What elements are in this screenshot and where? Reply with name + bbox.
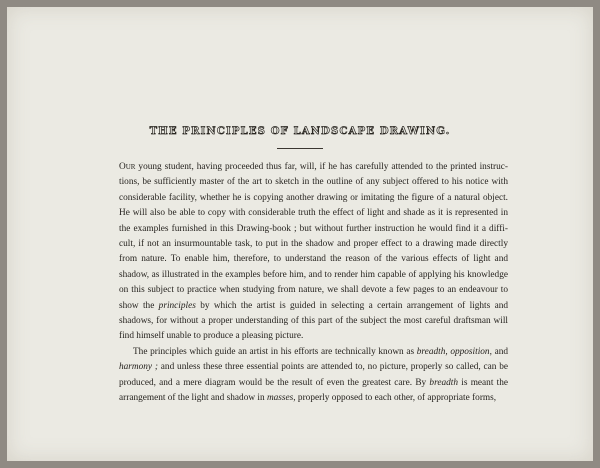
text-line: He will also be able to copy with considerable truth the effect of light and shade as it is represented in [119, 208, 508, 219]
emphasis: breadth, opposition, [416, 346, 492, 357]
title-divider [277, 148, 323, 149]
text-line: find himself unable to produce a pleasing picture. [119, 331, 304, 342]
text-fragment: properly opposed to each other, of appropriate forms, [295, 393, 497, 404]
text-line [119, 376, 508, 391]
text-fragment: and unless these three essential points are attended to, no picture, properly so called, can be [157, 362, 509, 373]
page-title: THE PRINCIPLES OF LANDSCAPE DRAWING. [149, 126, 451, 137]
text-line [119, 345, 508, 360]
emphasis: principles [158, 300, 196, 311]
text-line: the examples furnished in this Drawing-book ; but without further instruction he would find it a diffi- [119, 223, 508, 234]
text-fragment: The principles which guide an artist in his efforts are technically known as [133, 346, 417, 357]
text-fragment: and [491, 346, 508, 357]
body-text [119, 160, 508, 407]
text-line: shadows, for without a proper understanding of this part of the subject the most careful draftsman will [119, 316, 508, 327]
text-fragment: arrangement of the light and shadow in [119, 393, 267, 404]
text-line [119, 360, 508, 375]
text-line [119, 391, 508, 406]
text-line: from nature. To enable him, therefore, to understand the reason of the various effects of light and [119, 254, 508, 265]
text-line [119, 299, 508, 314]
text-line: cult, if not an insurmountable task, to put in the shadow and proper effect to a drawing made directly [119, 239, 508, 250]
drop-word: Our [119, 162, 136, 172]
emphasis: breadth [429, 377, 458, 388]
page-sheet [7, 7, 593, 461]
text-line: shadow, as illustrated in the examples before him, and to render him capable of applying his knowledge [119, 269, 508, 280]
emphasis: masses, [266, 393, 296, 404]
text-fragment: show the [119, 300, 159, 311]
text-line: on this subject to practice when studying from nature, we shall devote a few pages to an endeavour to [119, 285, 508, 296]
text-fragment: young student, having proceeded thus far, will, if he has carefully attended to the printed instruc- [135, 162, 508, 172]
text-line [119, 160, 508, 175]
text-fragment: is meant the [458, 377, 509, 388]
text-fragment: produced, and a mere diagram would be the result of even the greatest care. By [119, 377, 430, 388]
text-line: considerable facility, whether he is copying another drawing or imitating the figure of a natural object. [119, 192, 508, 203]
emphasis: harmony ; [119, 362, 158, 373]
text-line: tions, be sufficiently master of the art to sketch in the outline of any subject offered to his notice with [119, 177, 508, 188]
text-fragment: by which the artist is guided in selecting a certain arrangement of lights and [195, 300, 508, 311]
